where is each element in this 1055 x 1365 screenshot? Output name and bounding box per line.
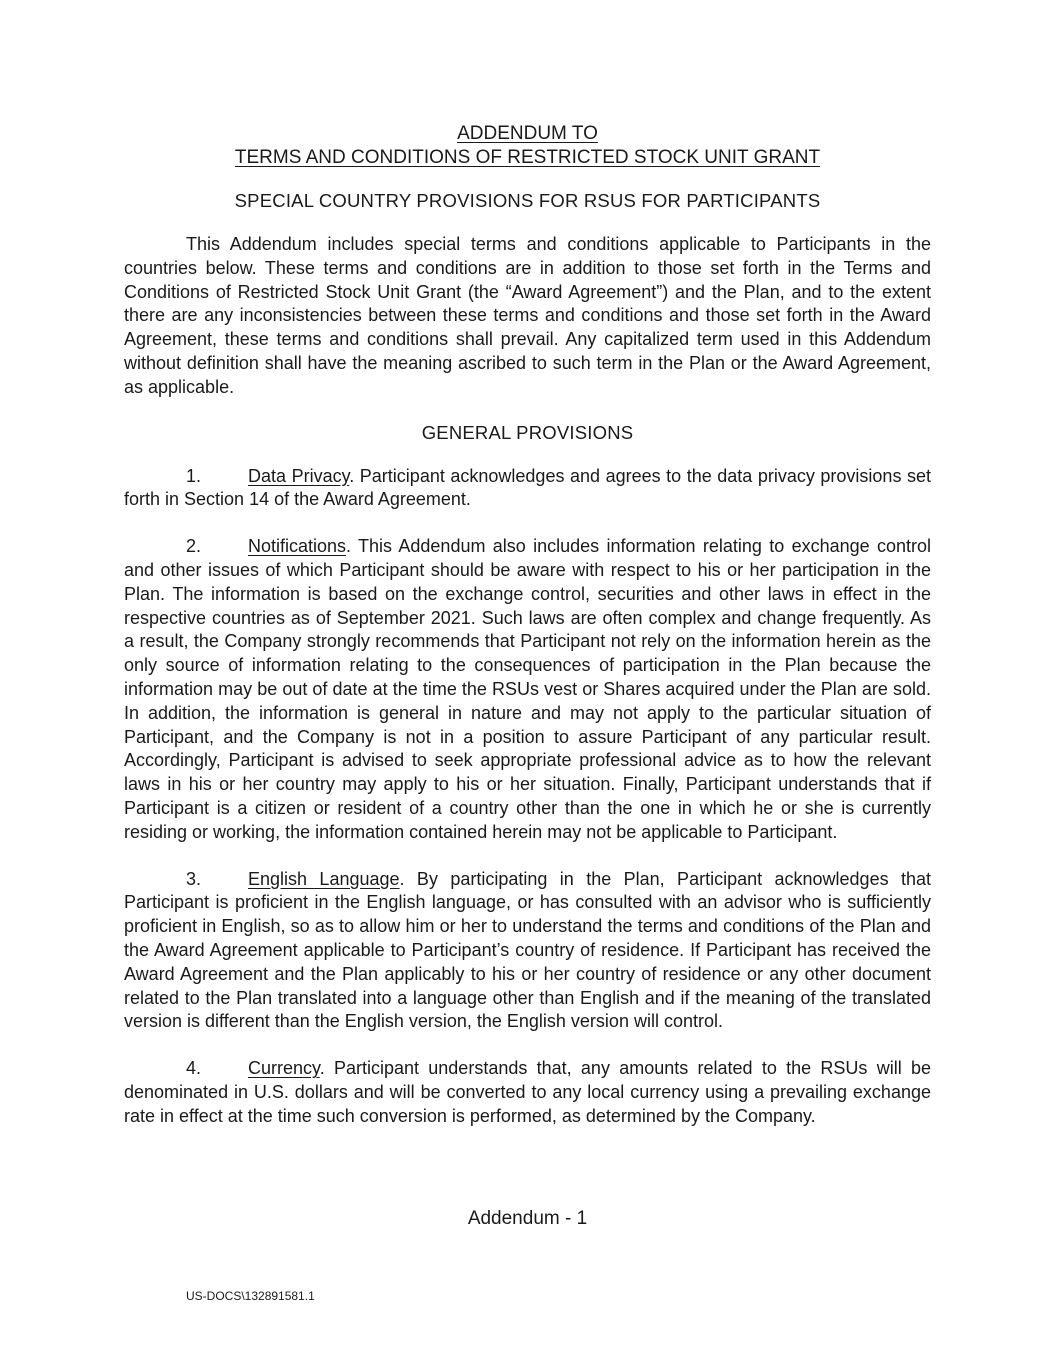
provision-number: 1.	[186, 465, 202, 486]
provision-text: . Participant understands that, any amounts related to the RSUs will be denominated in U.S. dollars and will be converted to any local currency using a prevailing exchange rate in effect at the time such conversion is performed, as determined by the Company.	[124, 1058, 931, 1126]
provision-text: . This Addendum also includes information relating to exchange control and other issues of which Participant should be aware with respect to his or her participation in the Plan. The information is based on the exchange control, securities and other laws in effect in the respective countries as of September 2021. Such laws are often complex and change frequently. As a result, the Company strongly recommends that Participant not rely on the information herein as the only source of information relating to the consequences of participation in the Plan because the information may be out of date at the time the RSUs vest or Shares acquired under the Plan are sold. In addition, the information is general in nature and may not apply to the particular situation of Participant, and the Company is not in a position to assure Participant of any particular result. Accordingly, Participant is advised to seek appropriate professional advice as to how the relevant laws in his or her country may apply to his or her situation. Finally, Participant understands that if Participant is a citizen or resident of a country other than the one in which he or she is currently residing or working, the information contained herein may not be applicable to Participant.	[124, 536, 931, 842]
general-provisions-heading: GENERAL PROVISIONS	[421, 421, 634, 443]
provision-data-privacy	[124, 465, 931, 513]
provision-english-language	[124, 868, 931, 1035]
document-subtitle: SPECIAL COUNTRY PROVISIONS FOR RSUS FOR PARTICIPANTS	[234, 190, 821, 211]
document-id: US-DOCS\132891581.1	[186, 1289, 315, 1303]
document-body	[124, 122, 931, 1152]
provision-currency	[124, 1057, 931, 1128]
provision-notifications	[124, 535, 931, 844]
document-title-line-1: ADDENDUM TO	[457, 123, 598, 144]
provision-number: 2.	[186, 536, 202, 557]
provision-number: 3.	[186, 868, 202, 889]
provision-heading: English Language	[248, 868, 400, 889]
document-title-line-2: TERMS AND CONDITIONS OF RESTRICTED STOCK UNIT GRANT	[234, 147, 821, 168]
provision-heading: Data Privacy	[248, 465, 350, 486]
page-footer-label: Addendum - 1	[467, 1208, 588, 1229]
provision-number: 4.	[186, 1058, 202, 1079]
provision-text: . By participating in the Plan, Participant acknowledges that Participant is proficient in the English language, or has consulted with an advisor who is sufficiently proficient in English, so as to allow him or her to understand the terms and conditions of the Plan and the Award Agreement applicable to Participant’s country of residence. If Participant has received the Award Agreement and the Plan applicably to his or her country of residence or any other document related to the Plan translated into a language other than English and if the meaning of the translated version is different than the English version, the English version will control.	[124, 868, 931, 1032]
provision-heading: Currency	[248, 1058, 320, 1079]
provision-text: . Participant acknowledges and agrees to the data privacy provisions set forth in Section 14 of the Award Agreement.	[124, 465, 932, 510]
provision-heading: Notifications	[248, 536, 347, 557]
intro-paragraph: This Addendum includes special terms and conditions applicable to Participants in the countries below. These terms and conditions are in addition to those set forth in the Terms and Conditions of Restricted Stock Unit Grant (the “Award Agreement”) and the Plan, and to the extent there are any inconsistencies between these terms and conditions and those set forth in the Award Agreement, these terms and conditions shall prevail. Any capitalized term used in this Addendum without definition shall have the meaning ascribed to such term in the Plan or the Award Agreement, as applicable.	[124, 234, 931, 397]
